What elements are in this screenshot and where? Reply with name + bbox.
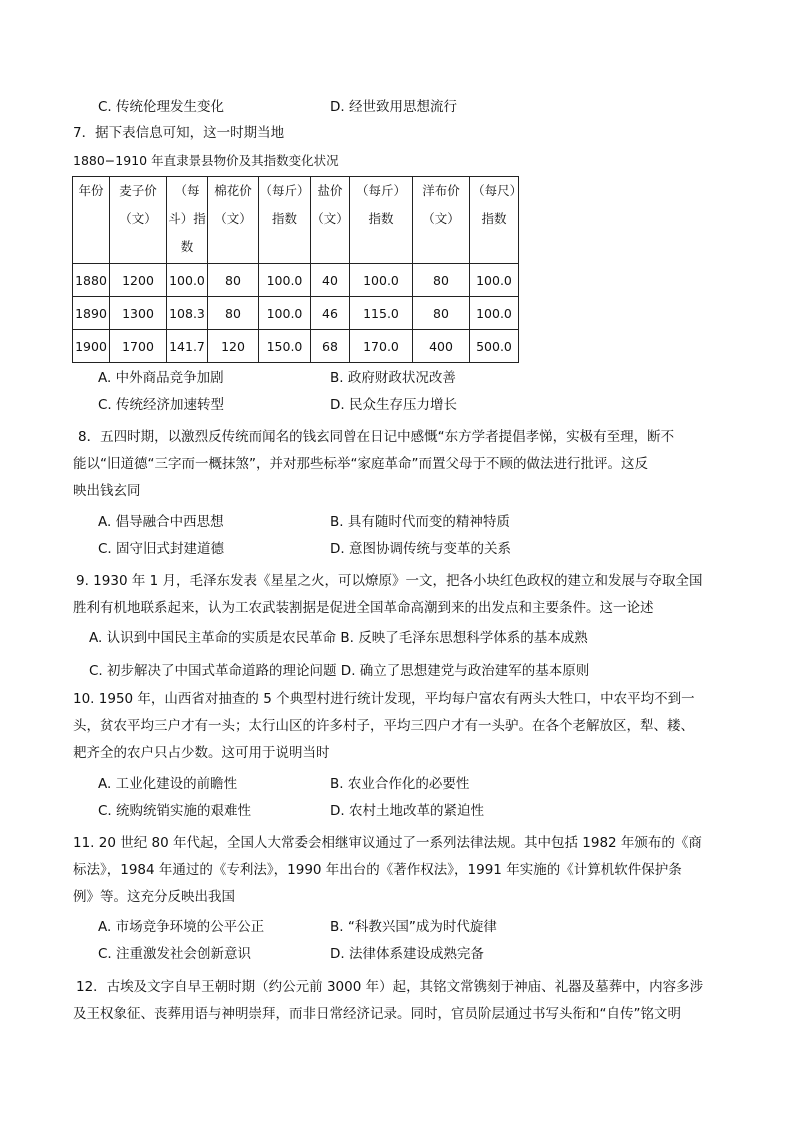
- q8-line-3: 映出钱玄同: [73, 483, 141, 499]
- q7-stem: 7．据下表信息可知，这一时期当地: [73, 125, 285, 141]
- q8-option-d: D. 意图协调传统与变革的关系: [330, 541, 511, 557]
- q7-option-a: A. 中外商品竞争加剧: [98, 370, 224, 386]
- table-cell: 141.7: [167, 330, 208, 363]
- table-cell: 100.0: [167, 264, 208, 297]
- q11-option-a: A. 市场竞争环境的公平公正: [98, 919, 265, 935]
- table-cell: 1300: [110, 297, 167, 330]
- table-cell: 1200: [110, 264, 167, 297]
- q11-line-2: 标法》，1984 年通过的《专利法》，1990 年出台的《著作权法》，1991 年实施的《计算机软件保护条: [73, 862, 682, 878]
- q9-options-ab: A. 认识到中国民主革命的实质是农民革命 B. 反映了毛泽东思想科学体系的基本成熟: [89, 630, 588, 646]
- header-cell: 年份: [73, 177, 110, 264]
- table-row: [73, 330, 519, 363]
- table-cell: 80: [413, 297, 470, 330]
- table-cell: 100.0: [259, 264, 311, 297]
- q12-line-1: 12．古埃及文字自早王朝时期（约公元前 3000 年）起，其铭文常镌刻于神庙、礼器及墓葬中，内容多涉: [76, 979, 704, 995]
- table-cell: 68: [311, 330, 350, 363]
- q10-option-a: A. 工业化建设的前瞻性: [98, 776, 238, 792]
- q7-option-b: B. 政府财政状况改善: [330, 370, 456, 386]
- table-header-row: [73, 177, 519, 264]
- table-cell: 80: [413, 264, 470, 297]
- q12-line-2: 及王权象征、丧葬用语与神明崇拜，而非日常经济记录。同时，官员阶层通过书写头衔和“自传”铭文明: [73, 1006, 681, 1022]
- table-cell: 100.0: [470, 297, 519, 330]
- q8-option-b: B. 具有随时代而变的精神特质: [330, 514, 510, 530]
- table-cell: 170.0: [350, 330, 413, 363]
- q10-line-3: 耙齐全的农户只占少数。这可用于说明当时: [73, 745, 330, 761]
- q7-option-c: C. 传统经济加速转型: [98, 397, 225, 413]
- q8-line-2: 能以“旧道德“三字而一概抹煞”，并对那些标举“家庭革命”而置父母于不顾的做法进行批评。这反: [73, 456, 648, 472]
- table-cell: 100.0: [350, 264, 413, 297]
- table-cell: 80: [208, 264, 259, 297]
- table-cell: 1880: [73, 264, 110, 297]
- q9-line-2: 胜利有机地联系起来，认为工农武装割据是促进全国革命高潮到来的出发点和主要条件。这一论述: [73, 600, 654, 616]
- table-row: [73, 297, 519, 330]
- table-cell: 100.0: [259, 297, 311, 330]
- table-row: [73, 264, 519, 297]
- q8-option-a: A. 倡导融合中西思想: [98, 514, 224, 530]
- header-cell: 棉花价（文）: [208, 177, 259, 264]
- header-cell: （每尺）指数: [470, 177, 519, 264]
- table-cell: 1700: [110, 330, 167, 363]
- table-cell: 150.0: [259, 330, 311, 363]
- q9-options-cd: C. 初步解决了中国式革命道路的理论问题 D. 确立了思想建党与政治建军的基本原则: [89, 663, 590, 679]
- q11-option-d: D. 法律体系建设成熟完备: [330, 946, 484, 962]
- header-cell: （每斗）指数: [167, 177, 208, 264]
- table-cell: 100.0: [470, 264, 519, 297]
- table-cell: 40: [311, 264, 350, 297]
- table-cell: 1890: [73, 297, 110, 330]
- table-cell: 120: [208, 330, 259, 363]
- q6-option-d: D. 经世致用思想流行: [330, 99, 457, 115]
- q11-option-b: B. “科教兴国”成为时代旋律: [330, 919, 497, 935]
- table-cell: 500.0: [470, 330, 519, 363]
- table-cell: 1900: [73, 330, 110, 363]
- q8-option-c: C. 固守旧式封建道德: [98, 541, 225, 557]
- table-cell: 46: [311, 297, 350, 330]
- q6-option-c: C. 传统伦理发生变化: [98, 99, 225, 115]
- header-cell: 洋布价（文）: [413, 177, 470, 264]
- table-cell: 115.0: [350, 297, 413, 330]
- header-cell: 麦子价（文）: [110, 177, 167, 264]
- q7-option-d: D. 民众生存压力增长: [330, 397, 457, 413]
- table-cell: 108.3: [167, 297, 208, 330]
- q11-line-1: 11. 20 世纪 80 年代起，全国人大常委会相继审议通过了一系列法律法规。其中包括 1982 年颁布的《商: [73, 835, 702, 851]
- q9-line-1: 9. 1930 年 1 月，毛泽东发表《星星之火，可以燎原》一文，把各小块红色政权的建立和发展与夺取全国: [76, 573, 703, 589]
- q11-option-c: C. 注重激发社会创新意识: [98, 946, 252, 962]
- q8-line-1: 8．五四时期，以激烈反传统而闻名的钱玄同曾在日记中感慨“东方学者提倡孝悌，实极有至理，断不: [78, 429, 675, 445]
- q10-line-2: 头，贫农平均三户才有一头；太行山区的许多村子，平均三四户才有一头驴。在各个老解放区，犁、耧、: [73, 718, 694, 734]
- header-cell: （每斤）指数: [350, 177, 413, 264]
- q11-line-3: 例》等。这充分反映出我国: [73, 889, 235, 905]
- header-cell: （每斤）指数: [259, 177, 311, 264]
- q7-table-title: 1880−1910 年直隶景县物价及其指数变化状况: [73, 153, 339, 168]
- q10-line-1: 10. 1950 年，山西省对抽查的 5 个典型村进行统计发现，平均每户富农有两头大牲口，中农平均不到一: [73, 691, 695, 707]
- q10-option-b: B. 农业合作化的必要性: [330, 776, 470, 792]
- q10-option-d: D. 农村土地改革的紧迫性: [330, 803, 484, 819]
- q10-option-c: C. 统购统销实施的艰难性: [98, 803, 252, 819]
- table-cell: 80: [208, 297, 259, 330]
- table-cell: 400: [413, 330, 470, 363]
- header-cell: 盐价（文）: [311, 177, 350, 264]
- price-index-table: [72, 176, 519, 363]
